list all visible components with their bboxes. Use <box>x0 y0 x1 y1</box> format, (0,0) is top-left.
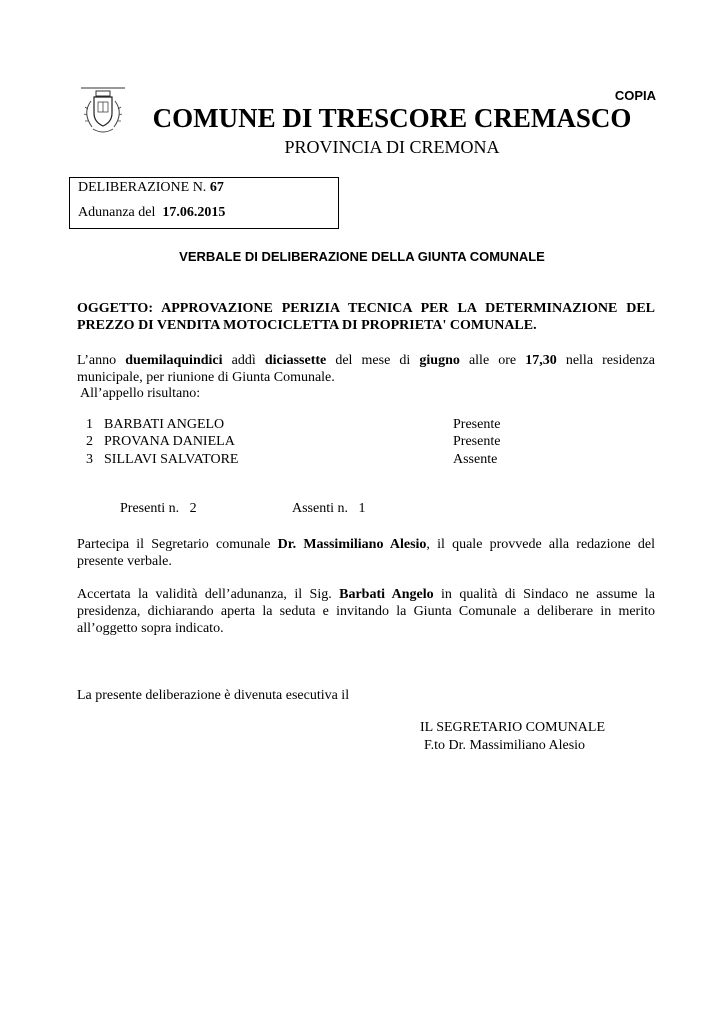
opening-paragraph <box>77 352 655 386</box>
deliberation-number-label: DELIBERAZIONE N. <box>78 180 207 195</box>
opening-text-1: L’anno <box>77 353 126 368</box>
subject-paragraph: OGGETTO: APPROVAZIONE PERIZIA TECNICA PER LA DETERMINAZIONE DEL PREZZO DI VENDITA MOTOCICLETTA DI PROPRIETA' COMUNALE. <box>77 301 655 333</box>
validity-text-2: in qualità di Sindaco ne assume la presidenza, dichiarando aperta la seduta e invitando la Giunta Comunale a deliberare in merito all’oggetto sopra indicato. <box>77 587 655 636</box>
member-row <box>86 417 536 433</box>
signature-title: IL SEGRETARIO COMUNALE <box>420 720 606 735</box>
member-row <box>86 434 536 450</box>
signature-name: F.to Dr. Massimiliano Alesio <box>424 738 586 753</box>
member-status: Assente <box>453 452 498 467</box>
subject-text: APPROVAZIONE PERIZIA TECNICA PER LA DETERMINAZIONE DEL PREZZO DI VENDITA MOTOCICLETTA DI PROPRIETA' COMUNALE. <box>77 301 655 333</box>
document-title: VERBALE DI DELIBERAZIONE DELLA GIUNTA COMUNALE <box>179 249 545 264</box>
province-subtitle: PROVINCIA DI CREMONA <box>284 137 500 157</box>
present-count-label: Presenti n. <box>120 501 180 516</box>
roll-call-label: All’appello risultano: <box>80 386 201 401</box>
deliberation-box <box>69 177 339 229</box>
organization-title: COMUNE DI TRESCORE CREMASCO <box>152 103 632 133</box>
secretary-text-1: Partecipa il Segretario comunale <box>77 537 278 552</box>
member-number: 1 <box>86 417 93 432</box>
present-count: 2 <box>189 501 197 516</box>
subject-label: OGGETTO <box>77 301 149 316</box>
meeting-year: duemilaquindici <box>125 353 223 368</box>
executive-note: La presente deliberazione è divenuta esecutiva il <box>77 688 350 703</box>
mayor-name: Barbati Angelo <box>339 587 434 602</box>
secretary-text-2: , il quale provvede alla redazione del presente verbale. <box>77 537 655 569</box>
opening-text-4: alle ore <box>459 353 526 368</box>
meeting-month: giugno <box>419 353 460 368</box>
validity-paragraph <box>77 586 655 637</box>
secretary-paragraph <box>77 536 655 570</box>
meeting-date-line <box>78 205 225 221</box>
meeting-time: 17,30 <box>525 353 557 368</box>
meeting-date-label: Adunanza del <box>78 205 156 220</box>
meeting-day: diciassette <box>264 353 327 368</box>
member-name: SILLAVI SALVATORE <box>104 452 239 467</box>
member-number: 3 <box>86 452 93 467</box>
member-status: Presente <box>453 417 501 432</box>
member-number: 2 <box>86 434 93 449</box>
member-status: Presente <box>453 434 501 449</box>
meeting-date: 17.06.2015 <box>162 205 226 220</box>
absent-count-label: Assenti n. <box>292 501 348 516</box>
validity-text-1: Accertata la validità dell’adunanza, il Sig. <box>77 587 340 602</box>
copy-label: COPIA <box>614 88 656 103</box>
member-row <box>86 452 536 468</box>
secretary-name: Dr. Massimiliano Alesio <box>277 537 427 552</box>
opening-text-5: nella residenza municipale, per riunione di Giunta Comunale. <box>77 353 655 385</box>
absent-count-group <box>292 501 366 517</box>
member-name: PROVANA DANIELA <box>104 434 235 449</box>
member-name: BARBATI ANGELO <box>104 417 225 432</box>
absent-count: 1 <box>358 501 366 516</box>
opening-text-2: addì <box>222 353 265 368</box>
attendance-counts <box>120 501 366 517</box>
opening-text-3: del mese di <box>326 353 420 368</box>
deliberation-number-line <box>78 180 224 196</box>
deliberation-number: 67 <box>209 180 224 195</box>
